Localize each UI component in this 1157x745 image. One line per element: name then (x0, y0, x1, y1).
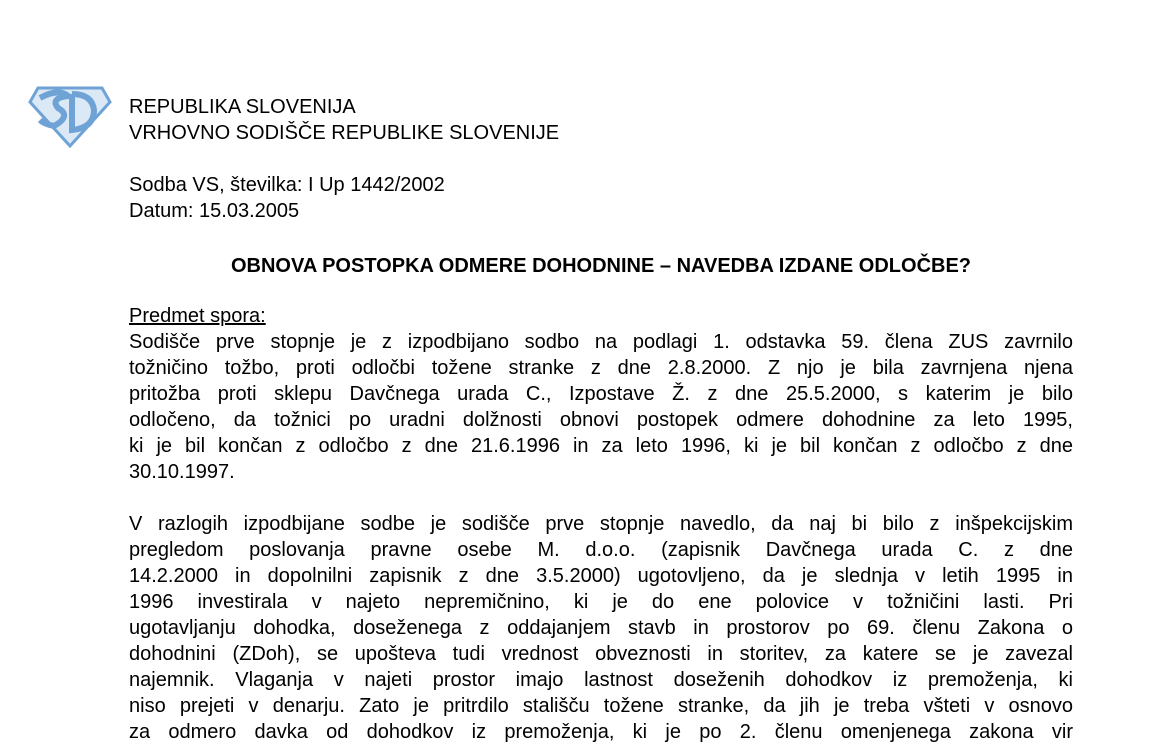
section-heading: Predmet spora: (129, 305, 266, 327)
text-line: 30.10.1997. (129, 461, 235, 483)
case-number: Sodba VS, številka: I Up 1442/2002 (129, 174, 445, 196)
text-line: V razlogih izpodbijane sodbe je sodišče prve stopnje navedlo, da naj bi bilo z inšpekcijskim (129, 513, 1073, 535)
document-header (129, 94, 1073, 146)
text-line: pritožba proti sklepu Davčnega urada C., Izpostave Ž. z dne 25.5.2000, s katerim je bilo (129, 383, 1073, 405)
text-line: 1996 investirala v najeto nepremičnino, ki je do ene polovice v tožničini lasti. Pri (129, 591, 1073, 613)
text-line: ugotavljanju dohodka, doseženega z oddajanjem stavb in prostorov po 69. členu Zakona o (129, 617, 1073, 639)
text-line: odločeno, da tožnici po uradni dolžnosti obnovi postopek odmere dohodnine za leto 1995, (129, 409, 1073, 431)
court-name: VRHOVNO SODIŠČE REPUBLIKE SLOVENIJE (129, 122, 560, 144)
text-line: 14.2.2000 in dopolnilni zapisnik z dne 3.5.2000) ugotovljeno, da je slednja v letih 1995 in (129, 565, 1073, 587)
text-line: Sodišče prve stopnje je z izpodbijano sodbo na podlagi 1. odstavka 59. člena ZUS zavrnilo (129, 331, 1073, 353)
text-line: ki je bil končan z odločbo z dne 21.6.1996 in za leto 1996, ki je bil končan z odločbo z dne (129, 435, 1073, 457)
text-line: dohodnini (ZDoh), se upošteva tudi vrednost obveznosti in storitev, za katere se je zavezal (129, 643, 1073, 665)
text-line: tožničino tožbo, proti odločbi tožene stranke z dne 2.8.2000. Z njo je bila zavrnjena njena (129, 357, 1073, 379)
case-date: Datum: 15.03.2005 (129, 200, 300, 222)
text-line: niso prejeti v denarju. Zato je pritrdilo stališču tožene stranke, da jih je treba všteti v osnovo (129, 695, 1073, 717)
text-line: za odmero davka od dohodkov iz premoženja, ki je po 2. členu omenjenega zakona vir (129, 721, 1073, 743)
court-logo (28, 80, 112, 148)
country-name: REPUBLIKA SLOVENIJA (129, 96, 356, 118)
document-title: OBNOVA POSTOPKA ODMERE DOHODNINE – NAVEDBA IZDANE ODLOČBE? (230, 255, 972, 277)
paragraph-2 (129, 511, 1073, 745)
text-line: najemnik. Vlaganja v najeti prostor imajo lastnost doseženih dohodkov iz premoženja, ki (129, 669, 1073, 691)
text-line: pregledom poslovanja pravne osebe M. d.o.o. (zapisnik Davčnega urada C. z dne (129, 539, 1073, 561)
paragraph-1 (129, 303, 1073, 485)
case-meta (129, 172, 1073, 224)
